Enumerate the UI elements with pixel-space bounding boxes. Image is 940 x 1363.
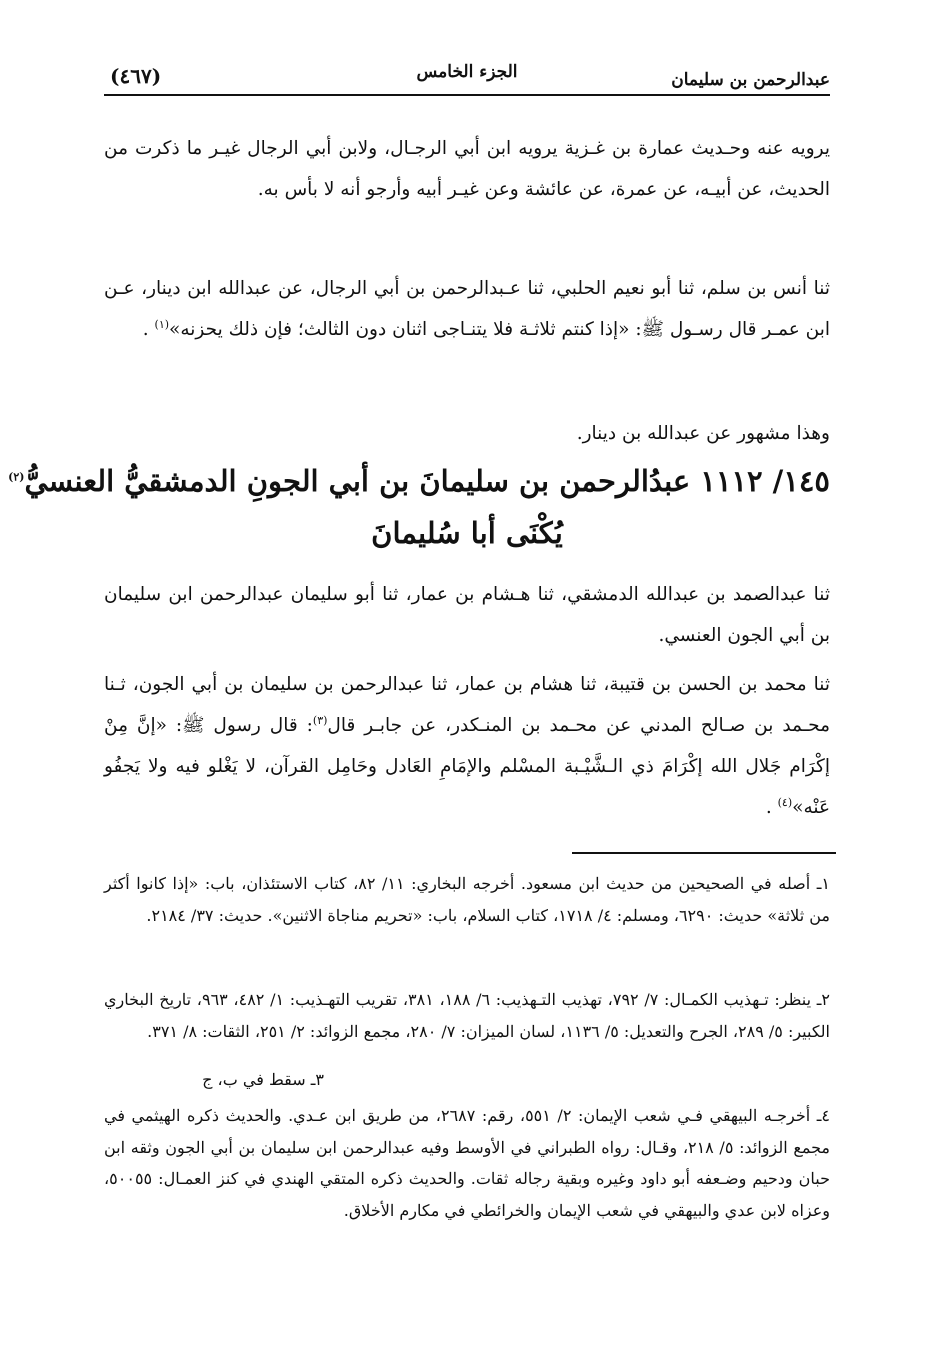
paragraph-5-part-1: ثنا محمد بن الحسن بن قتيبة، ثنا هشام بن عمار، ثنا عبدالرحمن بن سليمان بن أبي الجون، ثـنا محـمد بن صـالح المدني عن محـمد بن المنـكدر، عن جابـر قال <box>104 674 830 736</box>
entry-heading-line-2: يُكْنَى أبا سُليمانَ <box>371 516 563 550</box>
footnote-ref-4: (٤) <box>777 795 793 809</box>
footnote-ref-2: (٢) <box>8 470 25 484</box>
paragraph-1: يرويه عنه وحـديث عمارة بن غـزية يرويه ابن أبي الرجـال، ولابن أبي الرجال غيـر ما ذكرت من الحديث، عن أبيـه، عن عمرة، عن عائشة وعن غيـر أبيه وأرجو أنه لا بأس به. <box>104 138 830 200</box>
footnote-4: ٤ـ أخرجـه البيهقي فـي شعب الإيمان: ٢/ ٥٥١، رقم: ٢٦٨٧، من طريق ابن عـدي. والحديث ذكره الهيثمي في مجمع الزوائد: ٥/ ٢١٨، وقـال: رواه الطبراني في الأوسط وفيه عبدالرحمن ابن سليمان بن أبي الجون وثقه ابن حبان ودحيم وضـعفه أبو داود وغيره وبقية رجاله ثقات. والحديث ذكره المتقي الهندي في كنز العمـال: ٥٠٠٥٥، وعزاه لابن عدي والبيهقي في شعب الإيمان والخرائطي في مكارم الأخلاق. <box>104 1106 831 1220</box>
entry-heading-line-1 <box>8 458 830 504</box>
footnote-ref-3: (٣) <box>312 713 328 727</box>
page-number: (٤٦٧) <box>110 64 162 88</box>
footnote-1: ١ـ أصله في الصحيحين من حديث ابن مسعود. أخرجه البخاري: ١١/ ٨٢، كتاب الاستئذان، باب: «إذا كانوا أكثر من ثلاثة» حديث: ٦٢٩٠، ومسلم: ٤/ ١٧١٨، كتاب السلام، باب: «تحريم مناجاة الاثنين». حديث: ٣٧/ ٢١٨٤. <box>104 874 830 925</box>
page-header <box>104 52 830 92</box>
paragraph-2-text: ثنا أنس بن سلم، ثنا أبو نعيم الحلبي، ثنا عـبدالرحمن بن أبي الرجال، عن عبدالله ابن دينار، عـن ابن عمـر قال رسـول ﷺ: «إذا كنتم ثلاثـة فلا يتنـاجى اثنان دون الثالث؛ فإن ذلك يحزنه» <box>104 278 830 340</box>
paragraph-2 <box>104 268 830 350</box>
footnote-2: ٢ـ ينظر: تـهذيب الكمـال: ٧/ ٧٩٢، تهذيب التـهذيب: ٦/ ١٨٨، ٣٨١، تقريب التهـذيب: ١/ ٤٨٢، ٩٦٣، تاريخ البخاري الكبير: ٥/ ٢٨٩، الجرح والتعديل: ٥/ ١١٣٦، لسان الميزان: ٧/ ٢٨٠، مجمع الزوائد: ٢/ ٢٥١، الثقات: ٨/ ٣٧١. <box>104 990 831 1041</box>
footnote-ref-1: (١) <box>154 317 170 331</box>
header-rule <box>104 94 830 96</box>
entry-heading-text: ١٤٥/ ١١١٢ عبدُالرحمن بن سليمانَ بن أبي الجونِ الدمشقيُّ العنسيُّ <box>24 464 830 498</box>
paragraph-5-end: . <box>765 797 772 818</box>
paragraph-5 <box>104 664 830 828</box>
footnote-3: ٣ـ سقط في ب، ج <box>202 1070 324 1089</box>
running-title: عبدالرحمن بن سليمان <box>671 70 830 90</box>
paragraph-4: ثنا عبدالصمد بن عبدالله الدمشقي، ثنا هـشام بن عمار، ثنا أبو سليمان عبدالرحمن ابن سليمان بن أبي الجون العنسي. <box>104 584 830 646</box>
paragraph-2-end: . <box>142 319 149 340</box>
paragraph-5-part-2: : قال رسول ﷺ: «إنَّ مِنْ إكْرَام جَلال الله إكْرَامَ ذي الـشَّيْـبة المسْلم والإمَامِ العَادل وحَامِل القرآن، لا يَغْلو فيه ولا يَجفُو عَنْه» <box>104 715 830 818</box>
footnote-separator <box>572 852 836 854</box>
volume-label: الجزء الخامس <box>416 62 518 82</box>
paragraph-3: وهذا مشهور عن عبدالله بن دينار. <box>576 423 830 444</box>
